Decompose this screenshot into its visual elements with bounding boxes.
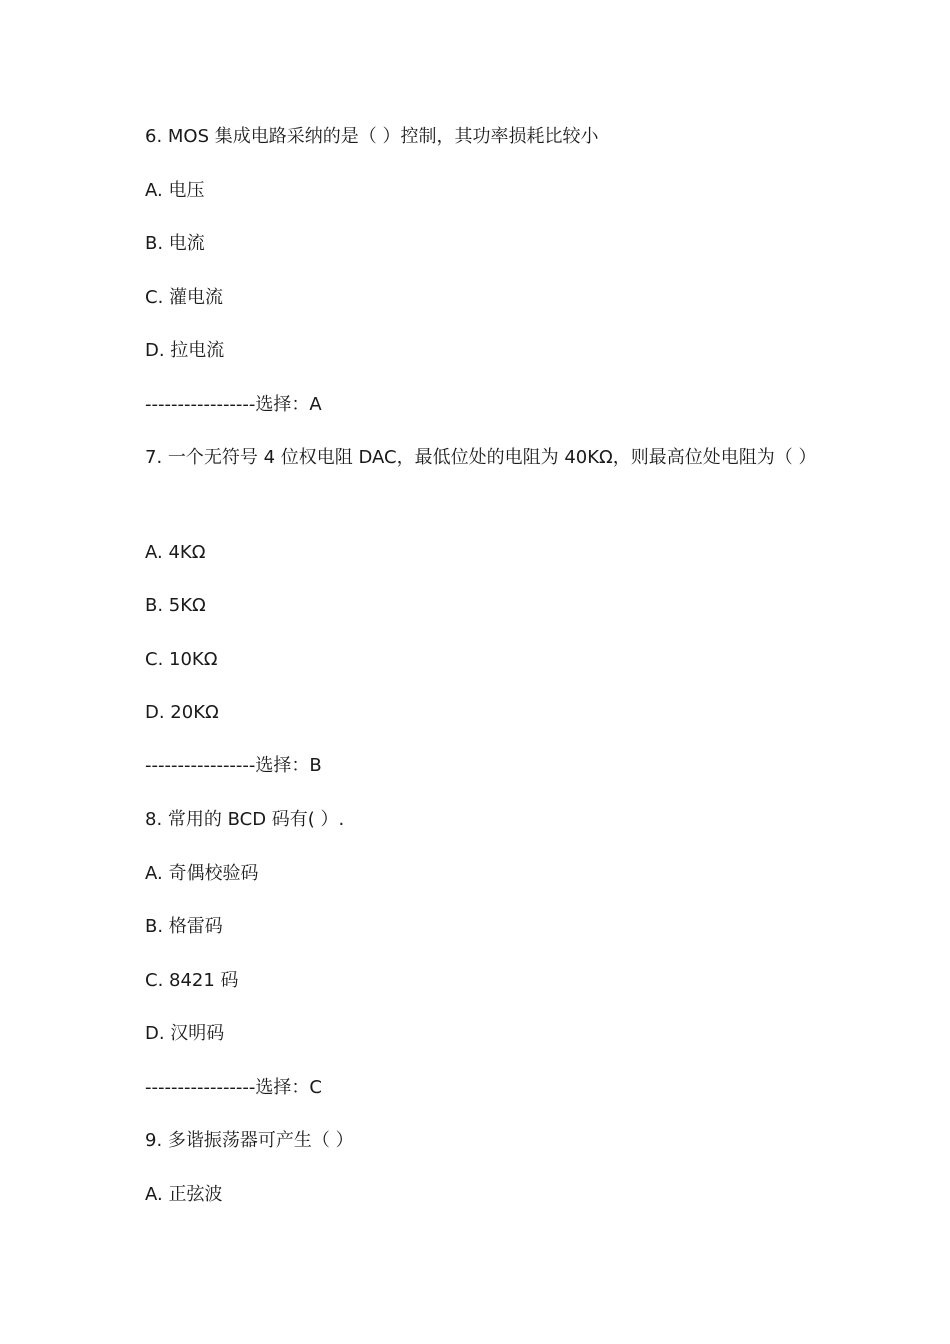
question-8-option-d: D. 汉明码 (145, 1023, 225, 1044)
question-6-option-c: C. 灌电流 (145, 287, 224, 308)
question-6-answer: -----------------选择：A (145, 394, 322, 415)
question-6-option-a: A. 电压 (145, 180, 205, 201)
question-8-option-a: A. 奇偶校验码 (145, 863, 259, 884)
question-6-option-b: B. 电流 (145, 233, 205, 254)
question-9-option-a: A. 正弦波 (145, 1184, 223, 1205)
question-8-answer: -----------------选择：C (145, 1077, 322, 1098)
question-7-option-c: C. 10KΩ (145, 649, 218, 670)
question-7-option-b: B. 5KΩ (145, 595, 206, 616)
question-6-stem: 6. MOS 集成电路采纳的是（ ）控制，其功率损耗比较小 (145, 126, 599, 147)
question-7-answer: -----------------选择：B (145, 755, 322, 776)
question-7-stem: 7. 一个无符号 4 位权电阻 DAC，最低位处的电阻为 40KΩ，则最高位处电阻为（ ） (145, 447, 817, 468)
question-8-stem: 8. 常用的 BCD 码有( ）. (145, 809, 345, 830)
question-8-option-c: C. 8421 码 (145, 970, 239, 991)
question-8-option-b: B. 格雷码 (145, 916, 223, 937)
question-6-option-d: D. 拉电流 (145, 340, 225, 361)
question-7-option-a: A. 4KΩ (145, 542, 206, 563)
question-9-stem: 9. 多谐振荡器可产生（ ） (145, 1130, 354, 1151)
question-7-option-d: D. 20KΩ (145, 702, 219, 723)
